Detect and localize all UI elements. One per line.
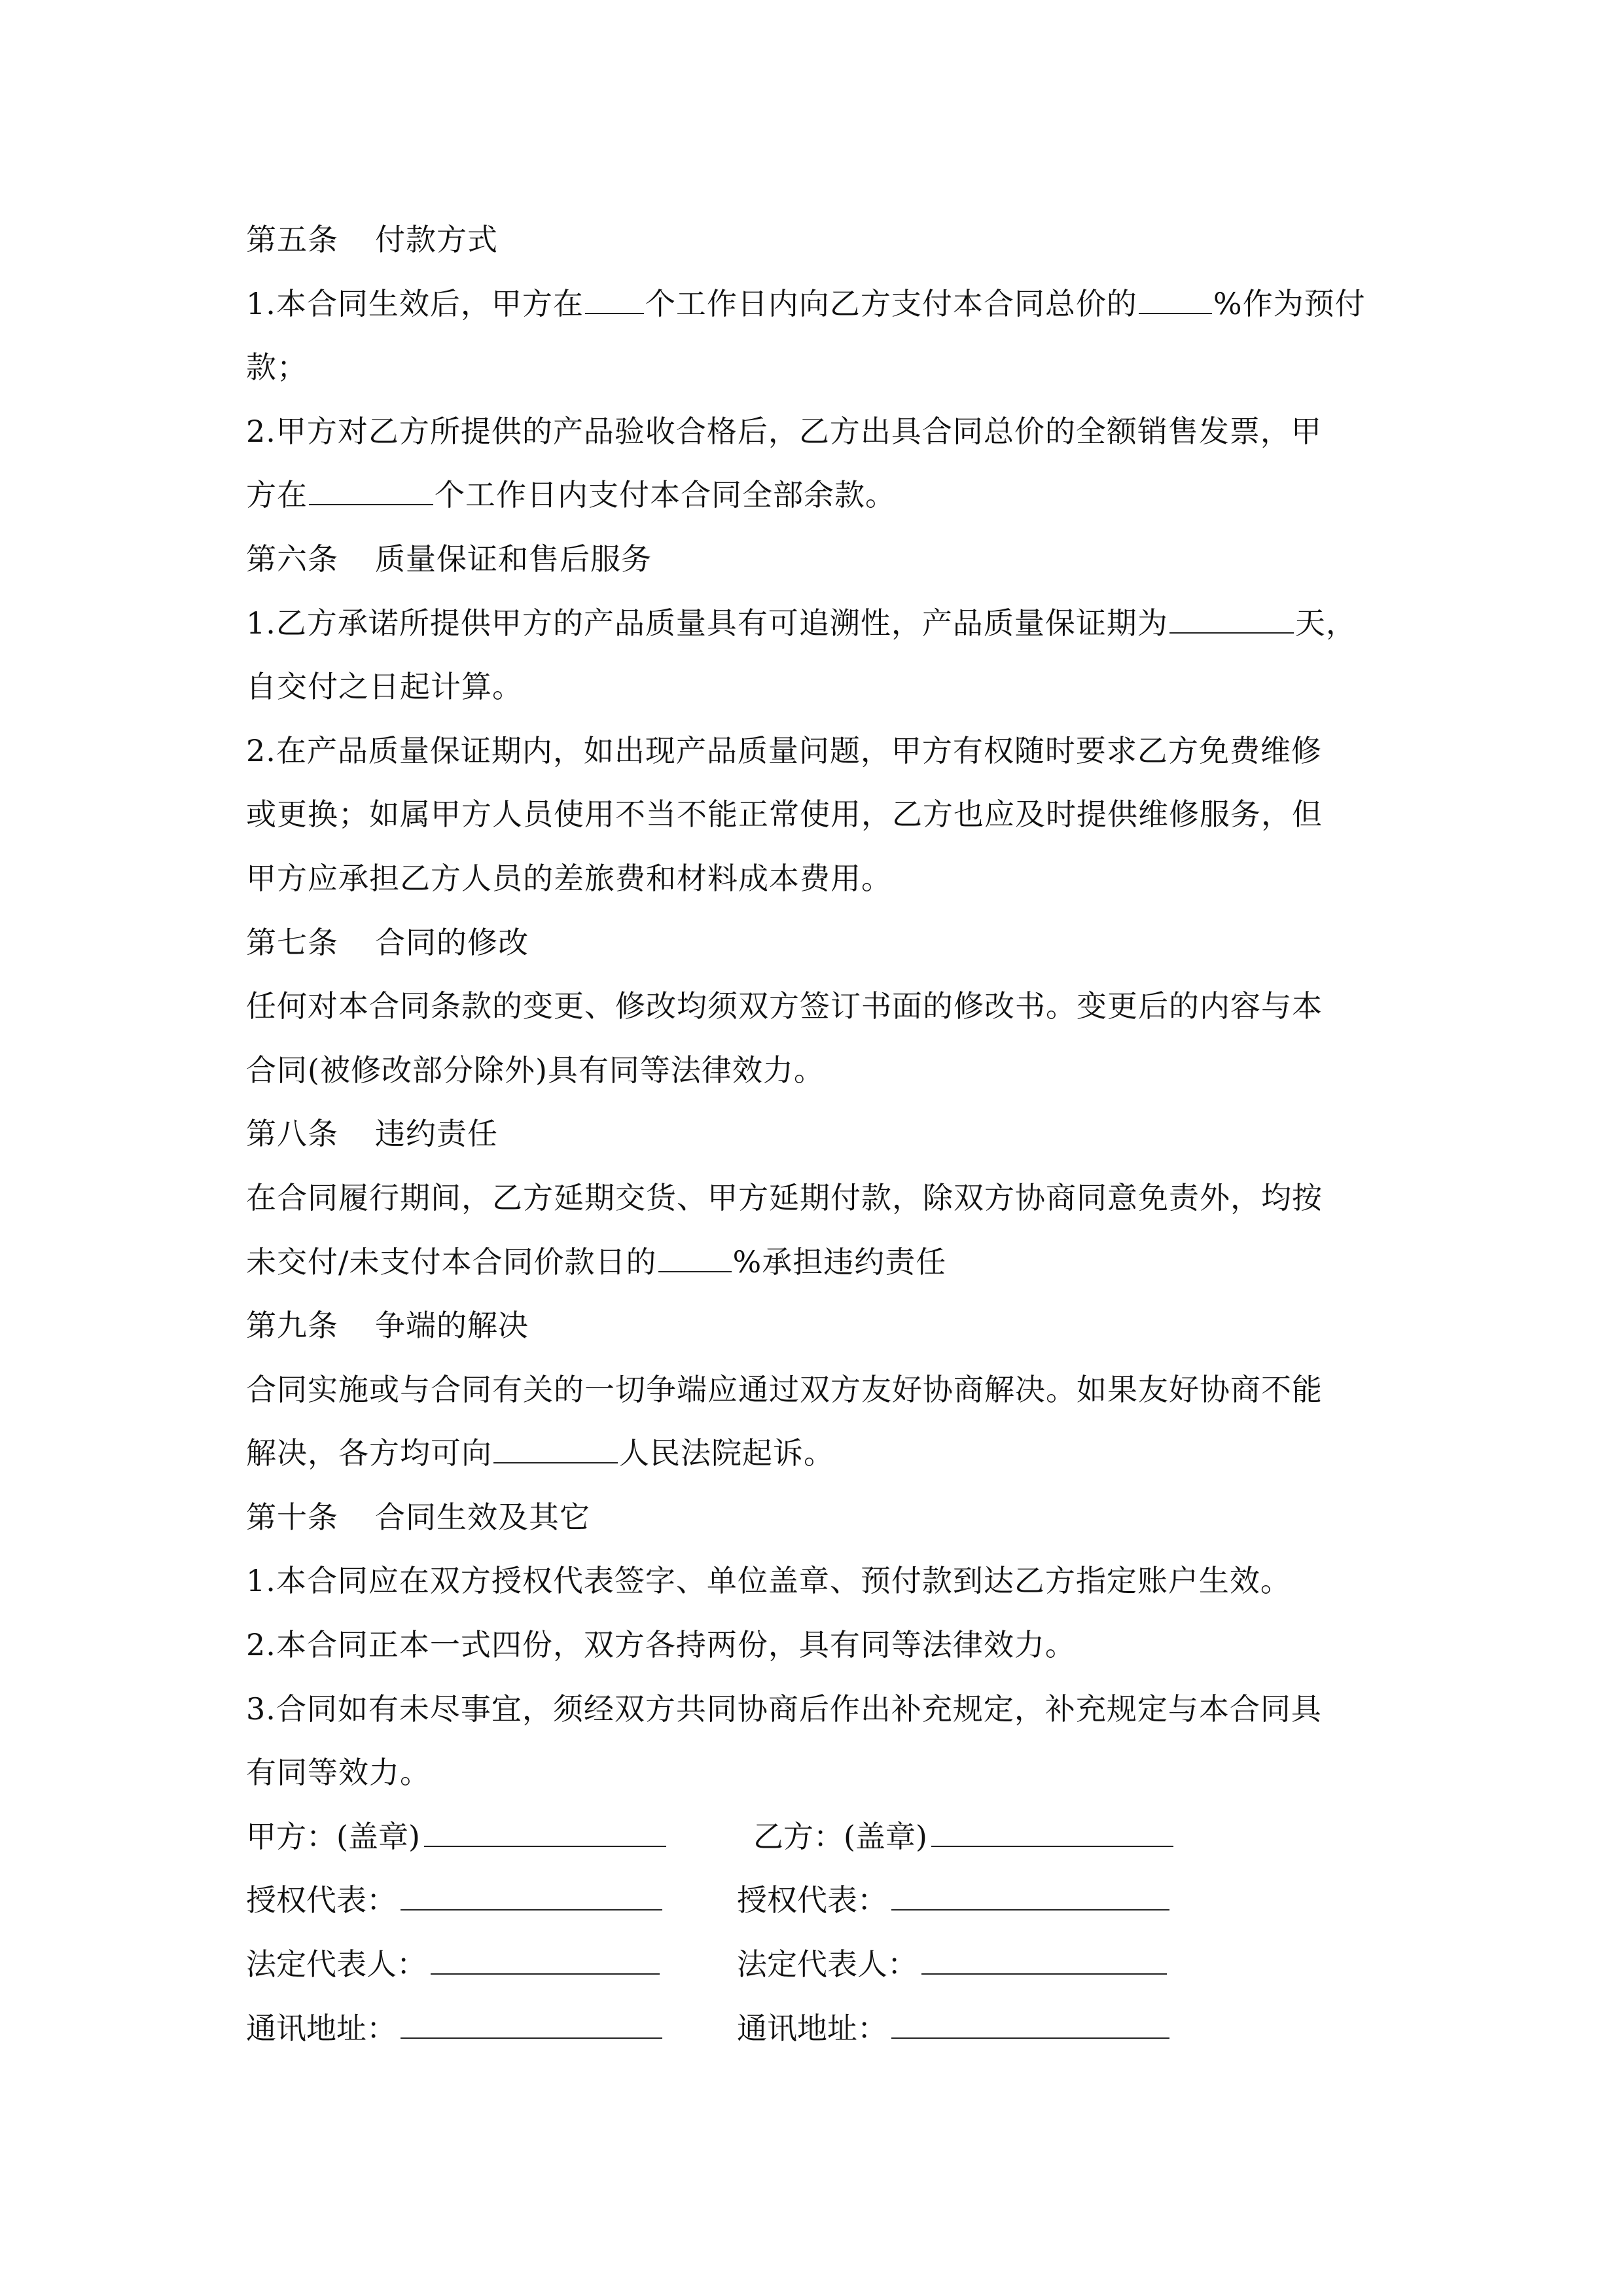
article-10-clause-1: 1.本合同应在双方授权代表签字、单位盖章、预付款到达乙方指定账户生效。 — [246, 1563, 1291, 1599]
signature-line — [921, 1947, 1167, 1975]
article-8-clause: 在合同履行期间，乙方延期交货、甲方延期付款，除双方协商同意免责外，均按 — [246, 1179, 1323, 1215]
article-number: 第七条 — [246, 924, 338, 960]
article-7-heading — [246, 911, 1378, 975]
blank-field — [493, 1436, 618, 1463]
party-b-address: 通讯地址： — [737, 1997, 1169, 2061]
article-9-heading — [246, 1294, 1378, 1358]
signature-line — [891, 2011, 1169, 2039]
signature-line — [931, 1820, 1173, 1847]
signature-line — [401, 1883, 662, 1910]
blank-field — [585, 287, 644, 314]
article-5-heading — [246, 208, 1378, 272]
blank-field — [658, 1245, 732, 1272]
party-a-rep: 授权代表： — [246, 1869, 662, 1933]
article-6-heading — [246, 528, 1378, 592]
article-6-clause-2-cont2: 甲方应承担乙方人员的差旅费和材料成本费用。 — [246, 860, 892, 896]
article-8-heading — [246, 1102, 1378, 1166]
signature-row-seal — [246, 1805, 1378, 1869]
party-a-address: 通讯地址： — [246, 1997, 662, 2061]
article-number: 第八条 — [246, 1116, 338, 1152]
party-b-rep: 授权代表： — [737, 1869, 1169, 1933]
article-title: 质量保证和售后服务 — [375, 541, 652, 577]
article-5-clause-2-cont: 方在 个工作日内支付本合同全部余款。 — [246, 477, 896, 513]
article-7-clause-cont: 合同(被修改部分除外)具有同等法律效力。 — [246, 1052, 825, 1088]
article-title: 合同的修改 — [375, 924, 529, 960]
blank-field — [1139, 287, 1212, 314]
article-5-clause-1-cont: 款； — [246, 350, 308, 386]
blank-field — [309, 478, 433, 505]
article-6-clause-1: 1.乙方承诺所提供甲方的产品质量具有可追溯性，产品质量保证期为 天， — [246, 605, 1357, 641]
blank-field — [1169, 606, 1294, 634]
party-b-legal-rep: 法定代表人： — [737, 1933, 1167, 1997]
signature-row-address — [246, 1997, 1378, 2061]
article-5-clause-1: 1.本合同生效后，甲方在 个工作日内向乙方支付本合同总价的 %作为预付 — [246, 285, 1366, 321]
article-title: 违约责任 — [375, 1116, 498, 1152]
signature-row-legal — [246, 1933, 1378, 1997]
article-6-clause-1-cont: 自交付之日起计算。 — [246, 669, 523, 705]
article-10-clause-2: 2.本合同正本一式四份，双方各持两份，具有同等法律效力。 — [246, 1627, 1076, 1663]
contract-page — [246, 208, 1378, 2060]
signature-line — [424, 1820, 666, 1847]
article-10-clause-3-cont: 有同等效力。 — [246, 1755, 431, 1791]
article-9-clause: 合同实施或与合同有关的一切争端应通过双方友好协商解决。如果友好协商不能 — [246, 1371, 1323, 1407]
signature-line — [401, 2011, 662, 2039]
article-6-clause-2: 2.在产品质量保证期内，如出现产品质量问题，甲方有权随时要求乙方免费维修 — [246, 732, 1322, 768]
article-9-clause-cont: 解决，各方均可向 人民法院起诉。 — [246, 1435, 834, 1471]
party-a-seal: 甲方：(盖章) — [246, 1805, 666, 1869]
article-10-heading — [246, 1486, 1378, 1550]
article-title: 合同生效及其它 — [375, 1499, 590, 1535]
article-7-clause: 任何对本合同条款的变更、修改均须双方签订书面的修改书。变更后的内容与本 — [246, 988, 1323, 1024]
signature-line — [891, 1883, 1169, 1910]
signature-row-rep — [246, 1869, 1378, 1933]
article-6-clause-2-cont: 或更换；如属甲方人员使用不当不能正常使用，乙方也应及时提供维修服务，但 — [246, 797, 1323, 833]
article-5-clause-2: 2.甲方对乙方所提供的产品验收合格后，乙方出具合同总价的全额销售发票，甲 — [246, 413, 1322, 449]
article-8-clause-cont: 未交付/未支付本合同价款日的 %承担违约责任 — [246, 1244, 947, 1280]
article-10-clause-3: 3.合同如有未尽事宜，须经双方共同协商后作出补充规定，补充规定与本合同具 — [246, 1691, 1322, 1727]
article-number: 第十条 — [246, 1499, 338, 1535]
party-a-legal-rep: 法定代表人： — [246, 1933, 660, 1997]
article-title: 付款方式 — [375, 222, 498, 257]
article-number: 第六条 — [246, 541, 338, 577]
article-number: 第九条 — [246, 1308, 338, 1344]
party-b-seal: 乙方：(盖章) — [753, 1805, 1173, 1869]
article-title: 争端的解决 — [375, 1308, 529, 1344]
signature-line — [431, 1947, 660, 1975]
article-number: 第五条 — [246, 222, 338, 257]
